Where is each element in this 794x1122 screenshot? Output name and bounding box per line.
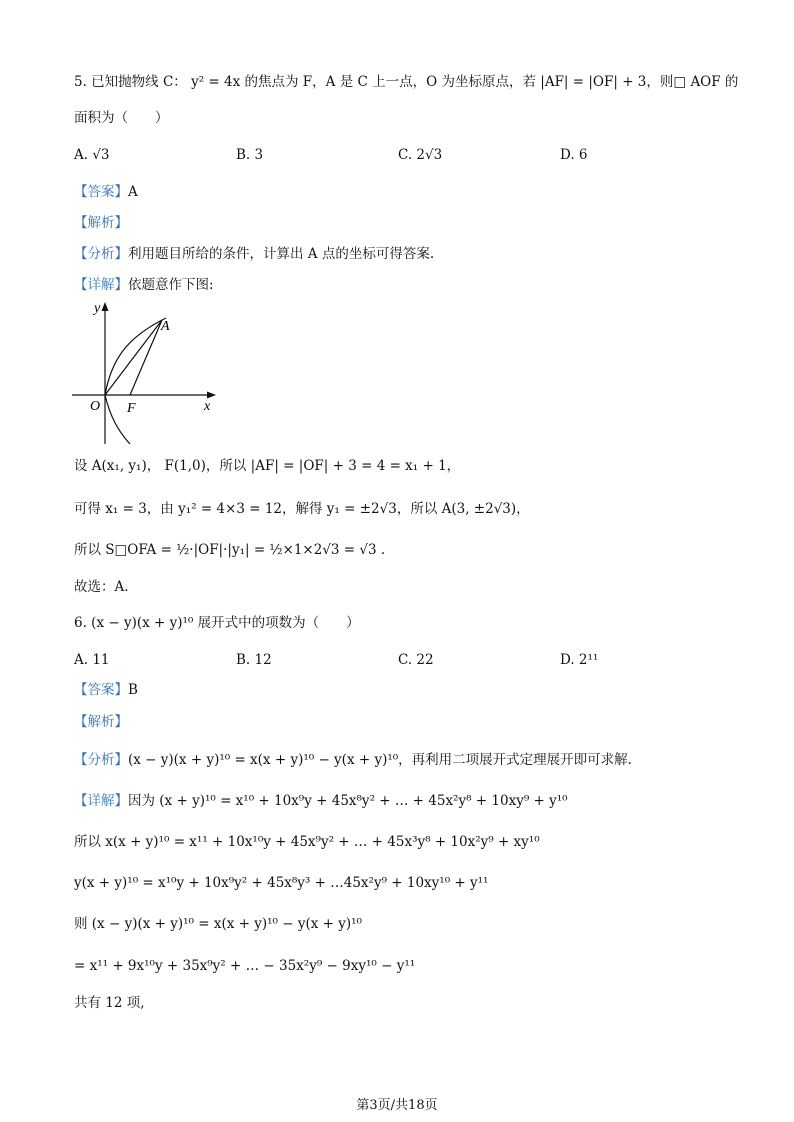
- q6-analysis-tag: 【解析】: [74, 714, 128, 730]
- q5-option-c: C. 2√3: [398, 147, 443, 163]
- q5-line-4: 故选：A.: [74, 579, 129, 595]
- x-axis-arrow: [207, 392, 216, 399]
- label-a: A: [161, 319, 170, 334]
- q6-detail-tag: 【详解】: [74, 793, 128, 809]
- segment-oa: [105, 320, 162, 395]
- q6-option-d: D. 2¹¹: [560, 652, 599, 668]
- q5-analysis-tag: 【解析】: [74, 215, 128, 231]
- q6-fenxi-tag: 【分析】: [74, 752, 128, 768]
- q5-detail-row: [74, 275, 214, 295]
- q5-answer-tag: 【答案】: [74, 184, 128, 200]
- q5-option-a: A. √3: [74, 147, 110, 163]
- page-footer: 第3页/共18页: [356, 1098, 438, 1113]
- parabola-figure: [70, 296, 230, 446]
- q6-line-1: 所以 x(x + y)¹⁰ = x¹¹ + 10x¹⁰y + 45x⁹y² + … + 45x³y⁸ + 10x²y⁹ + xy¹⁰: [74, 834, 540, 850]
- q5-line-3: 所以 S□OFA = ½·|OF|·|y₁| = ½×1×2√3 = √3 .: [74, 542, 386, 558]
- q5-fenxi-row: [74, 244, 434, 264]
- segment-fa: [130, 320, 162, 395]
- q5-fenxi-tag: 【分析】: [74, 246, 128, 262]
- q5-option-d: D. 6: [560, 147, 588, 163]
- q5-stem-line1: 5. 已知抛物线 C： y² = 4x 的焦点为 F，A 是 C 上一点，O 为坐标原点，若 |AF| = |OF| + 3，则□ AOF 的: [74, 74, 739, 90]
- q6-option-b: B. 12: [236, 652, 272, 668]
- q5-answer-row: [74, 182, 138, 202]
- q6-answer-tag: 【答案】: [74, 682, 128, 698]
- q6-option-c: C. 22: [398, 652, 434, 668]
- q6-option-a: A. 11: [74, 652, 110, 668]
- q5-stem-line2: 面积为（ ）: [74, 110, 169, 126]
- label-y: y: [94, 301, 101, 316]
- y-axis-arrow: [102, 302, 109, 311]
- q5-fenxi: 利用题目所给的条件，计算出 A 点的坐标可得答案.: [128, 246, 435, 262]
- q5-line-1: 设 A(x₁, y₁)， F(1,0)，所以 |AF| = |OF| + 3 = 4 = x₁ + 1，: [74, 458, 461, 474]
- q6-line-5: 共有 12 项,: [74, 995, 145, 1011]
- q5-detail: 依题意作下图:: [128, 277, 214, 293]
- label-x: x: [204, 399, 211, 414]
- q6-line-2: y(x + y)¹⁰ = x¹⁰y + 10x⁹y² + 45x⁸y³ + …45x²y⁹ + 10xy¹⁰ + y¹¹: [74, 875, 489, 891]
- q6-line-3: 则 (x − y)(x + y)¹⁰ = x(x + y)¹⁰ − y(x + y)¹⁰: [74, 916, 362, 932]
- q6-detail: 因为 (x + y)¹⁰ = x¹⁰ + 10x⁹y + 45x⁸y² + … + 45x²y⁸ + 10xy⁹ + y¹⁰: [128, 793, 568, 809]
- q6-detail-row: [74, 791, 568, 811]
- q5-option-b: B. 3: [236, 147, 264, 163]
- q6-fenxi: (x − y)(x + y)¹⁰ = x(x + y)¹⁰ − y(x + y)¹⁰，再利用二项展开式定理展开即可求解.: [128, 752, 632, 768]
- q5-detail-tag: 【详解】: [74, 277, 128, 293]
- label-o: O: [90, 399, 101, 414]
- q6-line-4: = x¹¹ + 9x¹⁰y + 35x⁹y² + … − 35x²y⁹ − 9xy¹⁰ − y¹¹: [74, 958, 416, 974]
- q6-stem: 6. (x − y)(x + y)¹⁰ 展开式中的项数为（ ）: [74, 615, 360, 631]
- q6-fenxi-row: [74, 750, 632, 770]
- label-f: F: [127, 401, 136, 416]
- q5-answer: A: [128, 184, 138, 200]
- q6-answer: B: [128, 682, 138, 698]
- q6-answer-row: [74, 680, 138, 700]
- q5-line-2: 可得 x₁ = 3，由 y₁² = 4×3 = 12，解得 y₁ = ±2√3，所以 A(3, ±2√3)，: [74, 501, 530, 517]
